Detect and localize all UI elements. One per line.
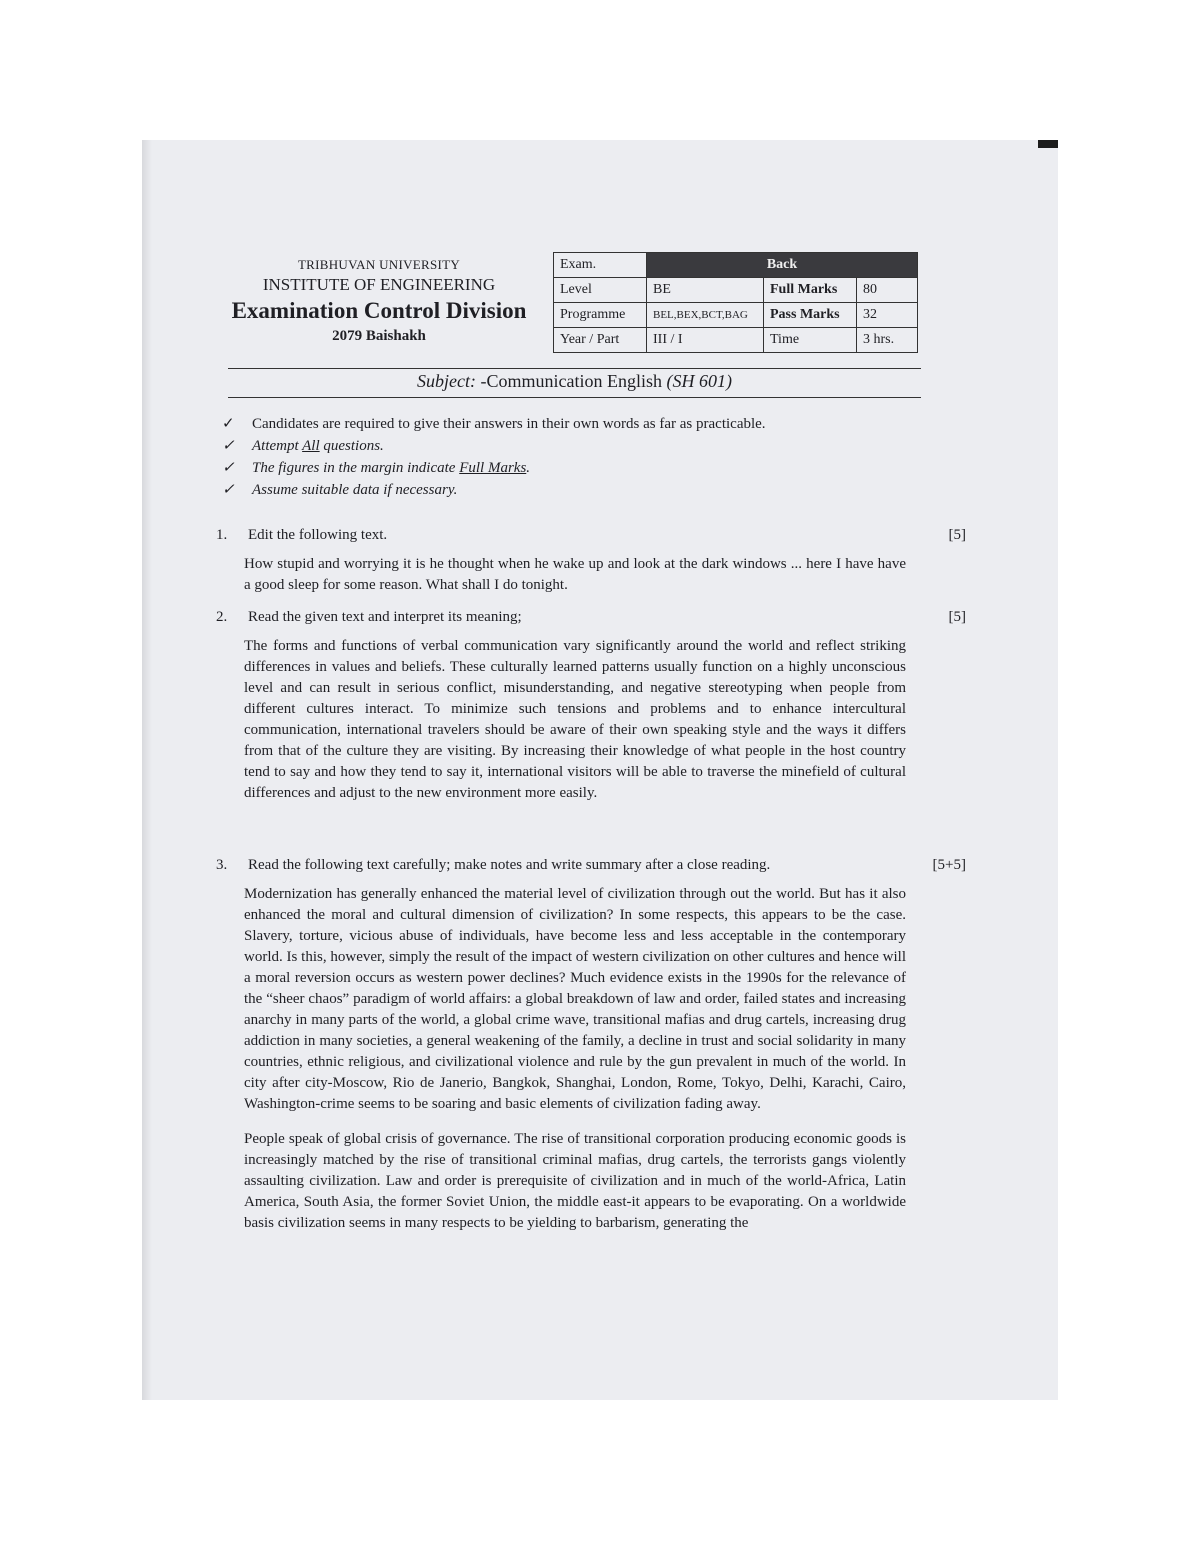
question-marks: [5+5]: [932, 857, 966, 873]
question-header: [216, 524, 966, 546]
instruction-text-pre: The figures in the margin indicate: [252, 460, 460, 476]
list-item: [222, 435, 902, 457]
question-paragraph: How stupid and worrying it is he thought when he wake up and look at the dark windows ... here I have have a good sleep for some reason. What shall I do tonight.: [244, 556, 906, 593]
list-item: [222, 479, 902, 501]
pass-marks-label: Pass Marks: [764, 303, 857, 328]
question-1: [216, 524, 966, 596]
instruction-text-post: .: [526, 460, 531, 476]
check-icon: ✓: [222, 416, 235, 432]
year-part-label: Year / Part: [554, 328, 647, 353]
pass-marks-value: 32: [857, 303, 918, 328]
subject-name: -Communication English: [475, 371, 667, 391]
instruction-emphasis: Full Marks: [459, 460, 527, 476]
question-paragraph: Modernization has generally enhanced the material level of civilization through out the world. But has it also enhanced the moral and cultural dimension of civilization? In some respects, this appears to be the case. Slavery, torture, vicious abuse of individuals, have become less and less acceptable in the contemporary world. Is this, however, simply the result of the impact of western civilization on other cultures and hence will a moral reversion occurs as western power declines? Much evidence exists in the 1990s for the relevance of the “sheer chaos” paradigm of world affairs: a global breakdown of law and order, failed states and increasing anarchy in many parts of the world, a global crime wave, transitional mafias and drug cartels, increasing drug addiction in many societies, a general weakening of the family, a decline in trust and social solidarity in many countries, ethnic religious, and civilizational violence and rule by the gun prevalent in much of the world. In city after city-Moscow, Rio de Janerio, Bangkok, Shanghai, London, Rome, Tokyo, Delhi, Karachi, Cairo, Washington-crime seems to be soaring and basic elements of civilization fading away.: [244, 886, 906, 1112]
exam-session: 2079 Baishakh: [332, 328, 426, 344]
question-2: [216, 606, 966, 804]
question-marks: [5]: [948, 527, 966, 543]
check-icon: ✓: [222, 482, 235, 498]
list-item: [222, 413, 902, 435]
question-marks: [5]: [948, 609, 966, 625]
table-row: [554, 253, 918, 278]
list-item: [222, 457, 902, 479]
subject-code: (SH 601): [666, 371, 732, 391]
instruction-text: Candidates are required to give their answers in their own words as far as practicable.: [252, 416, 766, 432]
instruction-text-post: questions.: [319, 438, 384, 454]
exam-value: Back: [647, 253, 918, 278]
instruction-emphasis: All: [302, 438, 320, 454]
full-marks-value: 80: [857, 278, 918, 303]
question-number: 2.: [216, 609, 228, 625]
instruction-text-pre: Attempt: [252, 438, 303, 454]
question-header: [216, 854, 966, 876]
university-name: TRIBHUVAN UNIVERSITY: [297, 257, 461, 272]
programme-label: Programme: [554, 303, 647, 328]
level-value: BE: [647, 278, 764, 303]
institute-name: INSTITUTE OF ENGINEERING: [262, 275, 496, 294]
question-number: 3.: [216, 857, 228, 873]
year-part-value: III / I: [647, 328, 764, 353]
full-marks-label: Full Marks: [764, 278, 857, 303]
time-value: 3 hrs.: [857, 328, 918, 353]
check-icon: ✓: [222, 460, 235, 476]
divider-top: [228, 368, 921, 369]
question-paragraph: People speak of global crisis of governance. The rise of transitional corporation producing economic goods is increasingly matched by the rise of transitional criminal mafias, drug cartels, the terrorists gangs violently assaulting civilization. Law and order is prerequisite of civilization and in much of the world-Africa, Latin America, South Asia, the former Soviet Union, the middle east-it appears to be evaporating. On a worldwide basis civilization seems in many respects to be yielding to barbarism, generating the: [244, 1131, 906, 1231]
subject-label: Subject:: [417, 371, 476, 391]
scan-edge-mark: [1038, 140, 1058, 148]
question-prompt: Read the given text and interpret its meaning;: [248, 609, 522, 625]
time-label: Time: [764, 328, 857, 353]
question-paragraph: The forms and functions of verbal communication vary significantly around the world and reflect striking differences in values and beliefs. These culturally learned patterns usually function on a highly unconscious level and can result in serious conflict, misunderstanding, and negative stereotyping when people from different cultures interact. To minimize such tensions and problems and to enhance intercultural communication, international travelers should be aware of their own speaking style and the ways it differs from that of the culture they are visiting. By increasing their knowledge of what people in the host country tend to say and how they tend to say it, international visitors will be able to traverse the minefield of cultural differences and adjust to the new environment more easily.: [244, 638, 906, 801]
table-row: [554, 328, 918, 353]
subject-line: [228, 371, 921, 392]
instructions-list: [222, 413, 902, 501]
programme-value: BEL,BEX,BCT,BAG: [647, 303, 764, 328]
question-number: 1.: [216, 527, 228, 543]
exam-meta-table: [553, 252, 918, 353]
division-name: Examination Control Division: [231, 298, 527, 323]
divider-bottom: [228, 397, 921, 398]
institution-header: [218, 257, 540, 345]
question-prompt: Edit the following text.: [248, 527, 388, 543]
question-header: [216, 606, 966, 628]
check-icon: ✓: [222, 438, 235, 454]
table-row: [554, 303, 918, 328]
exam-label: Exam.: [554, 253, 647, 278]
table-row: [554, 278, 918, 303]
instruction-text: Assume suitable data if necessary.: [252, 482, 458, 498]
question-prompt: Read the following text carefully; make notes and write summary after a close reading.: [248, 857, 771, 873]
level-label: Level: [554, 278, 647, 303]
scan-shadow: [142, 140, 152, 1400]
question-3: [216, 854, 966, 1234]
